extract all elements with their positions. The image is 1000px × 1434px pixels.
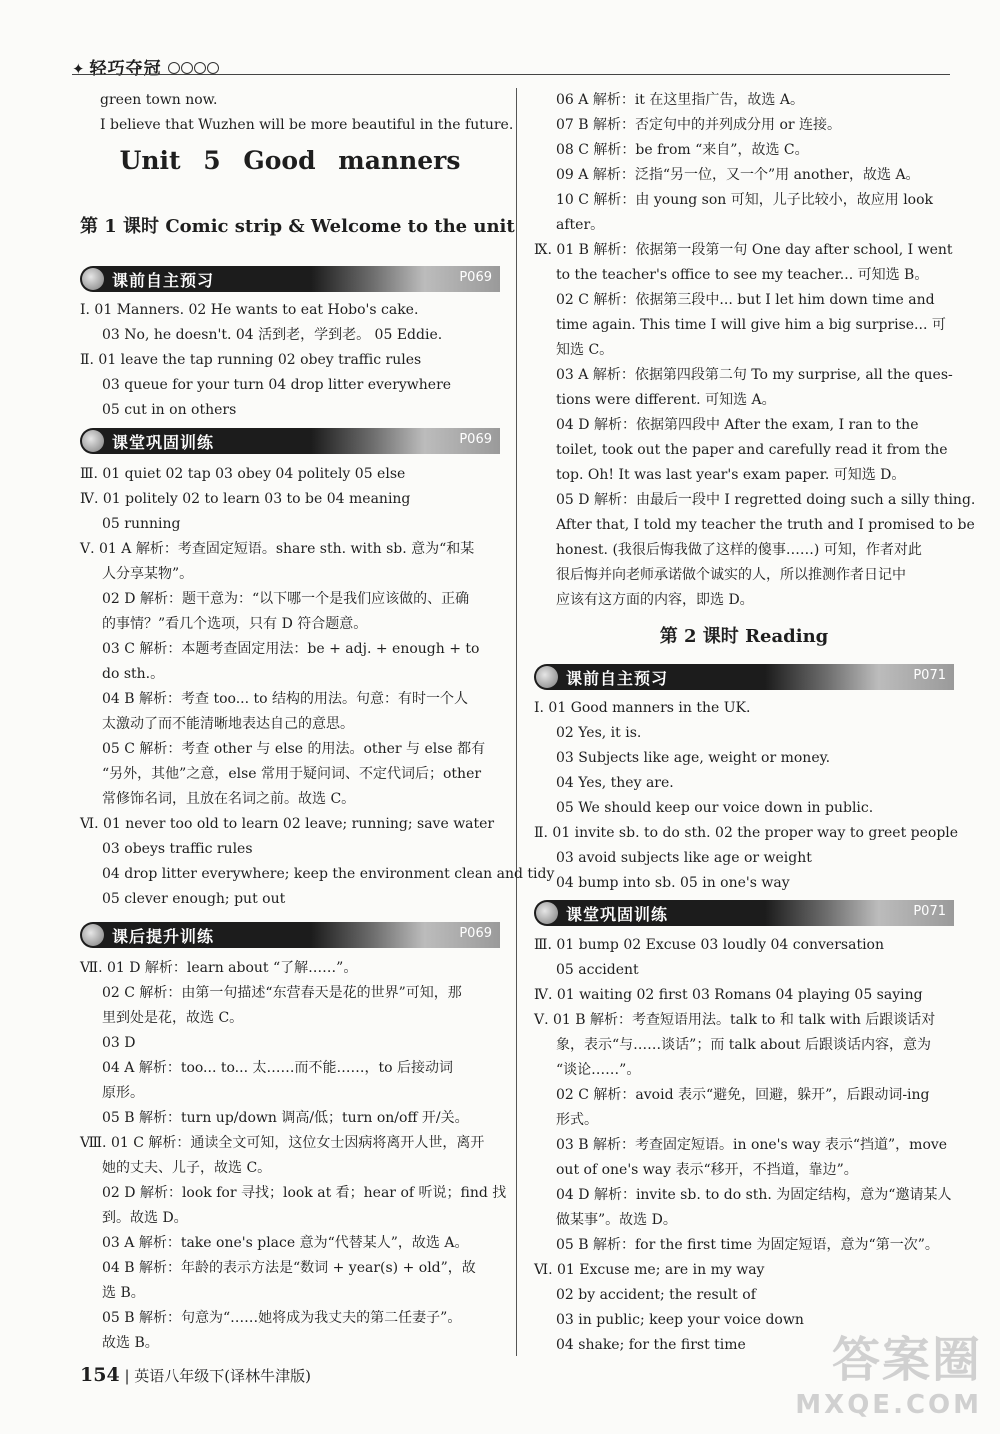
banner-ball-icon	[536, 666, 558, 688]
answer-line: do sth.。	[102, 666, 165, 682]
answer-line: Ⅰ. 01 Good manners in the UK.	[534, 700, 751, 716]
answer-line: toilet, took out the paper and carefully read it from the	[556, 442, 948, 458]
right-column	[534, 88, 976, 1356]
answer-line: 05 B 解析：turn up/down 调高/低；turn on/off 开/关。	[102, 1110, 469, 1126]
text-line: I believe that Wuzhen will be more beautiful in the future.	[100, 117, 514, 133]
answer-line: 03 C 解析：本题考查固定用法：be + adj. + enough + to	[102, 641, 480, 657]
section-page-ref: P071	[913, 904, 946, 919]
answer-line: 07 B 解析：否定句中的并列成分用 or 连接。	[556, 117, 842, 133]
section-title: 课后提升训练	[112, 927, 215, 946]
answer-line: After that, I told my teacher the truth and I promised to be	[556, 517, 975, 533]
lesson-title: 第 1 课时 Comic strip & Welcome to the unit	[80, 216, 515, 237]
section-page-ref: P071	[913, 668, 946, 683]
footer-separator: |	[124, 1367, 130, 1385]
answer-line: Ⅴ. 01 A 解析：考查固定短语。share sth. with sb. 意为“和某	[80, 541, 475, 557]
answer-line: Ⅶ. 01 D 解析：learn about “了解……”。	[80, 960, 358, 976]
lesson-title: 第 2 课时 Reading	[659, 626, 829, 647]
section-banner	[80, 922, 500, 948]
answer-line: 03 A 解析：take one's place 意为“代替某人”，故选 A。	[102, 1235, 469, 1251]
logo-icon: ✦	[72, 60, 86, 78]
section-banner	[80, 428, 500, 454]
answer-line: 02 Yes, it is.	[556, 725, 642, 741]
watermark-url: MXQE.COM	[795, 1390, 982, 1420]
answer-line: 02 C 解析：依据第三段中... but I let him down time and	[556, 292, 935, 308]
answer-line: Ⅳ. 01 waiting 02 first 03 Romans 04 playing 05 saying	[534, 987, 923, 1003]
answer-line: 03 B 解析：考查固定短语。in one's way 表示“挡道”，move	[556, 1137, 948, 1153]
answer-line: 02 D 解析：look for 寻找；look at 看；hear of 听说；find 找	[102, 1185, 507, 1201]
answer-line: 到。故选 D。	[102, 1210, 188, 1226]
answer-line: 05 B 解析：句意为“……她将成为我丈夫的第二任妻子”。	[102, 1310, 462, 1326]
answer-line: 原形。	[102, 1085, 144, 1101]
answer-line: Ⅳ. 01 politely 02 to learn 03 to be 04 meaning	[80, 491, 411, 507]
answer-line: 03 Subjects like age, weight or money.	[556, 750, 831, 766]
answer-line: time again. This time I will give him a big surprise... 可	[556, 317, 946, 333]
answer-line: 她的丈夫、儿子，故选 C。	[102, 1160, 272, 1176]
answer-line: 很后悔并向老师承诺做个诚实的人，所以推测作者日记中	[556, 567, 906, 583]
section-banner	[534, 900, 954, 926]
banner-ball-icon	[82, 924, 104, 946]
watermark-logo-text: 答案圈	[831, 1332, 982, 1388]
page-footer	[80, 1364, 311, 1386]
answer-line: 03 D	[102, 1035, 136, 1051]
answer-line: 03 in public; keep your voice down	[556, 1312, 804, 1328]
answer-line: 04 D 解析：依据第四段中 After the exam, I ran to the	[556, 417, 919, 433]
answer-line: 03 A 解析：依据第四段第二句 To my surprise, all the ques-	[556, 367, 953, 383]
page-number: 154	[80, 1364, 120, 1386]
answer-line: 02 D 解析：题干意为：“以下哪一个是我们应该做的、正确	[102, 591, 470, 607]
answer-line: 太激动了而不能清晰地表达自己的意思。	[102, 716, 354, 732]
text-line: green town now.	[100, 92, 218, 108]
section-banner	[80, 266, 500, 292]
answer-line: honest. (我很后悔我做了这样的傻事……) 可知，作者对此	[556, 542, 922, 558]
answer-line: Ⅲ. 01 bump 02 Excuse 03 loudly 04 conversation	[534, 937, 884, 953]
answer-line: 常修饰名词，且放在名词之前。故选 C。	[102, 791, 356, 807]
answer-line: 02 C 解析：由第一句描述“东营春天是花的世界”可知，那	[102, 985, 462, 1001]
page-header	[72, 48, 950, 78]
answer-line: 05 We should keep our voice down in public.	[556, 800, 874, 816]
answer-line: “另外，其他”之意，else 常用于疑问词、不定代词后；other	[102, 766, 482, 782]
answer-line: 06 A 解析：it 在这里指广告，故选 A。	[556, 92, 804, 108]
banner-ball-icon	[536, 902, 558, 924]
answer-line: 04 bump into sb. 05 in one's way	[556, 875, 790, 891]
answer-line: 做某事”。故选 D。	[556, 1212, 677, 1228]
answer-line: Ⅲ. 01 quiet 02 tap 03 obey 04 politely 05 else	[80, 466, 406, 482]
answer-line: 02 by accident; the result of	[556, 1287, 756, 1303]
answer-line: 05 clever enough; put out	[102, 891, 286, 907]
answer-line: 04 B 解析：年龄的表示方法是“数词 + year(s) + old”，故	[102, 1260, 476, 1276]
answer-line: top. Oh! It was last year's exam paper. 可知选 D。	[556, 467, 906, 483]
answer-line: 05 D 解析：由最后一段中 I regretted doing such a silly thing.	[556, 492, 976, 508]
column-divider	[516, 88, 517, 1356]
answer-line: after。	[556, 217, 605, 233]
logo-badges-icon	[168, 59, 220, 79]
answer-line: 05 B 解析：for the first time 为固定短语，意为“第一次”。	[556, 1237, 939, 1253]
answer-line: 04 shake; for the first time	[556, 1337, 746, 1353]
answer-line: 03 No, he doesn't. 04 活到老，学到老。 05 Eddie.	[102, 327, 443, 343]
answer-line: 05 C 解析：考查 other 与 else 的用法。other 与 else 都有	[102, 741, 486, 757]
answer-line: 的事情？”看几个选项，只有 D 符合题意。	[102, 616, 368, 632]
answer-line: 形式。	[556, 1112, 598, 1128]
answer-line: 知选 C。	[556, 342, 614, 358]
answer-line: 05 cut in on others	[102, 402, 237, 418]
answer-line: 05 running	[102, 516, 181, 532]
unit-title: Unit 5 Good manners	[119, 146, 461, 175]
section-title: 课前自主预习	[112, 271, 215, 290]
answer-line: 04 D 解析：invite sb. to do sth. 为固定结构，意为“邀请某人	[556, 1187, 952, 1203]
answer-line: Ⅵ. 01 Excuse me; are in my way	[534, 1262, 765, 1278]
answer-line: 03 obeys traffic rules	[102, 841, 253, 857]
header-rule	[72, 74, 950, 75]
section-page-ref: P069	[459, 926, 492, 941]
section-page-ref: P069	[459, 270, 492, 285]
answer-line: 03 avoid subjects like age or weight	[556, 850, 812, 866]
answer-line: 04 Yes, they are.	[556, 775, 674, 791]
answer-line: tions were different. 可知选 A。	[556, 392, 776, 408]
answer-line: 05 accident	[556, 962, 639, 978]
book-title: 英语八年级下(译林牛津版)	[134, 1367, 312, 1385]
left-column	[80, 88, 555, 1356]
banner-ball-icon	[82, 268, 104, 290]
answer-line: 应该有这方面的内容，即选 D。	[556, 592, 754, 608]
answer-line: Ⅰ. 01 Manners. 02 He wants to eat Hobo's cake.	[80, 302, 419, 318]
answer-line: 选 B。	[102, 1285, 145, 1301]
watermark	[795, 1321, 982, 1420]
answer-line: Ⅸ. 01 B 解析：依据第一段第一句 One day after school, I went	[534, 242, 953, 258]
answer-line: 04 B 解析：考查 too... to 结构的用法。句意：有时一个人	[102, 691, 468, 707]
answer-line: Ⅱ. 01 invite sb. to do sth. 02 the proper way to greet people	[534, 825, 959, 841]
answer-line: Ⅵ. 01 never too old to learn 02 leave; running; save water	[80, 816, 495, 832]
answer-line: Ⅱ. 01 leave the tap running 02 obey traffic rules	[80, 352, 422, 368]
answer-line: “谈论……”。	[556, 1062, 641, 1078]
section-title: 课前自主预习	[566, 669, 669, 688]
section-page-ref: P069	[459, 432, 492, 447]
answer-line: Ⅴ. 01 B 解析：考查短语用法。talk to 和 talk with 后跟谈话对	[534, 1012, 936, 1028]
banner-ball-icon	[82, 430, 104, 452]
answer-line: 08 C 解析：be from “来自”，故选 C。	[556, 142, 809, 158]
brand-logo: ✦ 轻巧夺冠	[72, 54, 220, 79]
answer-line: 02 C 解析：avoid 表示“避免，回避，躲开”，后跟动词-ing	[556, 1087, 930, 1103]
answer-line: 04 A 解析：too... to... 太……而不能……，to 后接动词	[102, 1060, 453, 1076]
answer-line: 03 queue for your turn 04 drop litter everywhere	[102, 377, 452, 393]
section-title: 课堂巩固训练	[566, 905, 669, 924]
answer-line: 人分享某物”。	[102, 566, 194, 582]
answer-line: 09 A 解析：泛指“另一位，又一个”用 another，故选 A。	[556, 167, 920, 183]
answer-line: Ⅷ. 01 C 解析：通读全文可知，这位女士因病将离开人世，离开	[80, 1135, 485, 1151]
answer-line: 里到处是花，故选 C。	[102, 1010, 244, 1026]
answer-line: 10 C 解析：由 young son 可知，儿子比较小，故应用 look	[556, 192, 934, 208]
section-title: 课堂巩固训练	[112, 433, 215, 452]
answer-line: to the teacher's office to see my teacher... 可知选 B。	[556, 267, 929, 283]
answer-line: 故选 B。	[102, 1335, 159, 1351]
answer-line: 04 drop litter everywhere; keep the environment clean and tidy	[102, 866, 555, 882]
answer-line: out of one's way 表示“移开，不挡道，靠边”。	[556, 1162, 858, 1178]
answer-line: 象，表示“与……谈话”；而 talk about 后跟谈话内容，意为	[556, 1037, 931, 1053]
section-banner	[534, 664, 954, 690]
